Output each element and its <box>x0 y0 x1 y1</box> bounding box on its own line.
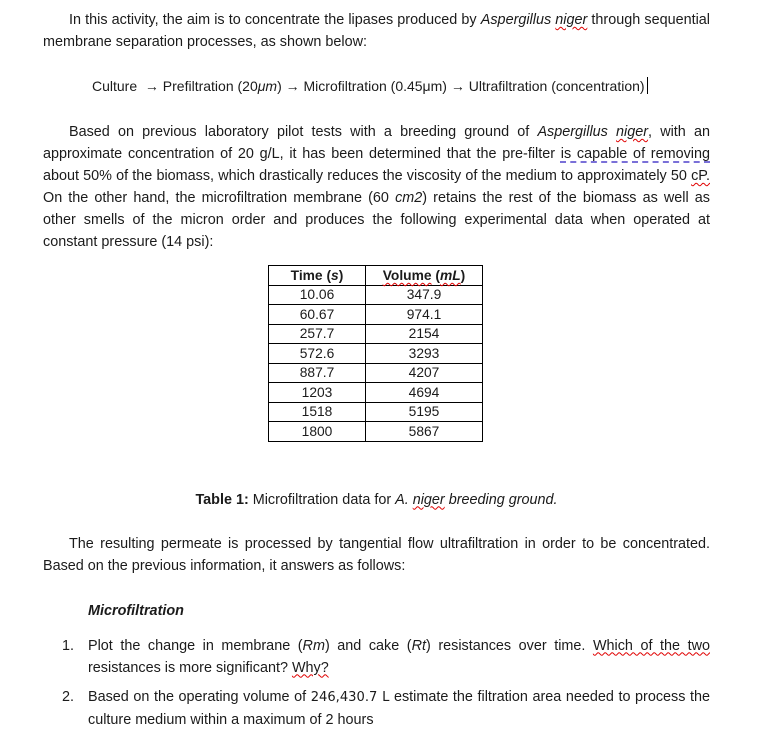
time-cell: 10.06 <box>269 285 366 305</box>
time-header-text: Time ( <box>290 267 332 283</box>
time-cell: 572.6 <box>269 344 366 364</box>
q1-text-3: ) resistances over time. <box>425 637 593 654</box>
misspelled-word-volume: Volume <box>382 267 432 283</box>
caption-text-italic-end: breeding ground. <box>444 491 558 508</box>
volume-header-open: ( <box>431 267 440 283</box>
table-row <box>269 344 483 364</box>
microfiltration-heading: Microfiltration <box>88 602 184 619</box>
question-1-text <box>88 635 710 679</box>
misspelled-word-niger: niger <box>616 124 649 140</box>
misspelled-word-cp: cP. <box>691 168 710 184</box>
flow-text-end: ) → Microfiltration (0.45μm) → Ultrafiltration (concentration) <box>277 78 645 94</box>
time-cell: 1800 <box>269 422 366 442</box>
volume-cell: 347.9 <box>366 285 483 305</box>
species-abbrev-italic: A. <box>395 491 413 508</box>
question-1 <box>43 635 710 679</box>
table-row <box>269 402 483 422</box>
table-row <box>269 363 483 383</box>
caption-text: Microfiltration data for <box>248 491 396 508</box>
q1-text-2: ) and cake ( <box>324 637 412 654</box>
q1-text-4: resistances is more significant? <box>88 659 292 676</box>
time-header-close: ) <box>338 267 344 283</box>
list-number-1: 1. <box>62 637 75 654</box>
column-header-time <box>269 266 366 286</box>
time-cell: 1203 <box>269 383 366 403</box>
time-cell: 60.67 <box>269 305 366 325</box>
time-cell: 1518 <box>269 402 366 422</box>
caption-label: Table 1: <box>195 491 249 508</box>
pilot-tests-paragraph <box>43 121 710 253</box>
question-2 <box>43 686 710 731</box>
cake-resistance-italic: Rt <box>411 637 426 654</box>
volume-header-close: ) <box>460 267 466 283</box>
process-flow-line <box>43 75 710 97</box>
misspelled-word-niger: niger <box>412 491 445 508</box>
q2-text-2: estimate the filtration area needed to process the culture medium within a maximum of 2 hours <box>88 688 710 728</box>
volume-cell: 5195 <box>366 402 483 422</box>
table-row <box>269 383 483 403</box>
species-genus-italic: Aspergillus <box>537 124 617 140</box>
column-header-volume <box>366 266 483 286</box>
intro-text-start: In this activity, the aim is to concentrate the lipases produced by <box>69 12 481 28</box>
volume-cell: 4694 <box>366 383 483 403</box>
volume-cell: 4207 <box>366 363 483 383</box>
volume-cell: 3293 <box>366 344 483 364</box>
volume-cell: 974.1 <box>366 305 483 325</box>
p3-text: The resulting permeate is processed by tangential flow ultrafiltration in order to be concentrated. Based on the previous information, it answers as follows: <box>43 535 710 574</box>
table-row <box>269 285 483 305</box>
microfiltration-data-table <box>268 265 483 442</box>
p2-text-5: ) retains the rest of the biomass as well as other smells of the micron order and produces the following experimental data when operated at constant pressure (14 psi): <box>43 190 711 250</box>
table-row <box>269 305 483 325</box>
intro-paragraph <box>43 9 710 53</box>
permeate-paragraph <box>43 533 710 577</box>
time-cell: 257.7 <box>269 324 366 344</box>
species-genus-italic: Aspergillus <box>480 12 556 28</box>
p2-text-1: Based on previous laboratory pilot tests with a breeding ground of <box>69 124 538 140</box>
table-caption <box>43 489 710 511</box>
flagged-word-why: Why? <box>291 659 329 676</box>
membrane-area-italic: cm2 <box>395 190 423 206</box>
table-row <box>269 422 483 442</box>
p2-text-2: , with an approximate concentration of 20 g/L, it has been determined that the pre-filter <box>43 124 710 162</box>
operating-volume-value: 246,430.7 L <box>310 689 390 705</box>
q1-text-1: Plot the change in membrane ( <box>88 637 303 654</box>
time-unit-italic: s <box>331 267 339 283</box>
table-row <box>269 324 483 344</box>
membrane-resistance-italic: Rm <box>302 637 325 654</box>
p2-text-3: about 50% of the biomass, which drastically reduces the viscosity of the medium to approximately 50 <box>43 168 692 184</box>
list-number-2: 2. <box>62 688 75 705</box>
time-cell: 887.7 <box>269 363 366 383</box>
volume-cell: 5867 <box>366 422 483 442</box>
table-header-row <box>269 266 483 286</box>
p2-text-4: On the other hand, the microfiltration membrane (60 <box>43 190 396 206</box>
grammar-flagged-phrase: is capable of removing <box>560 146 710 162</box>
micron-unit-italic: μm <box>257 78 278 94</box>
misspelled-word-niger: niger <box>555 12 588 28</box>
intro-text-end: through sequential membrane separation processes, as shown below: <box>43 12 710 50</box>
flagged-phrase-which-of-the-two: Which of the two <box>592 637 710 654</box>
volume-cell: 2154 <box>366 324 483 344</box>
flow-text-start: Culture → Prefiltration (20 <box>92 78 258 94</box>
q2-text-1: Based on the operating volume of <box>88 688 311 705</box>
text-cursor <box>647 77 649 94</box>
volume-unit-italic: mL <box>439 267 461 283</box>
question-2-text <box>88 686 710 731</box>
